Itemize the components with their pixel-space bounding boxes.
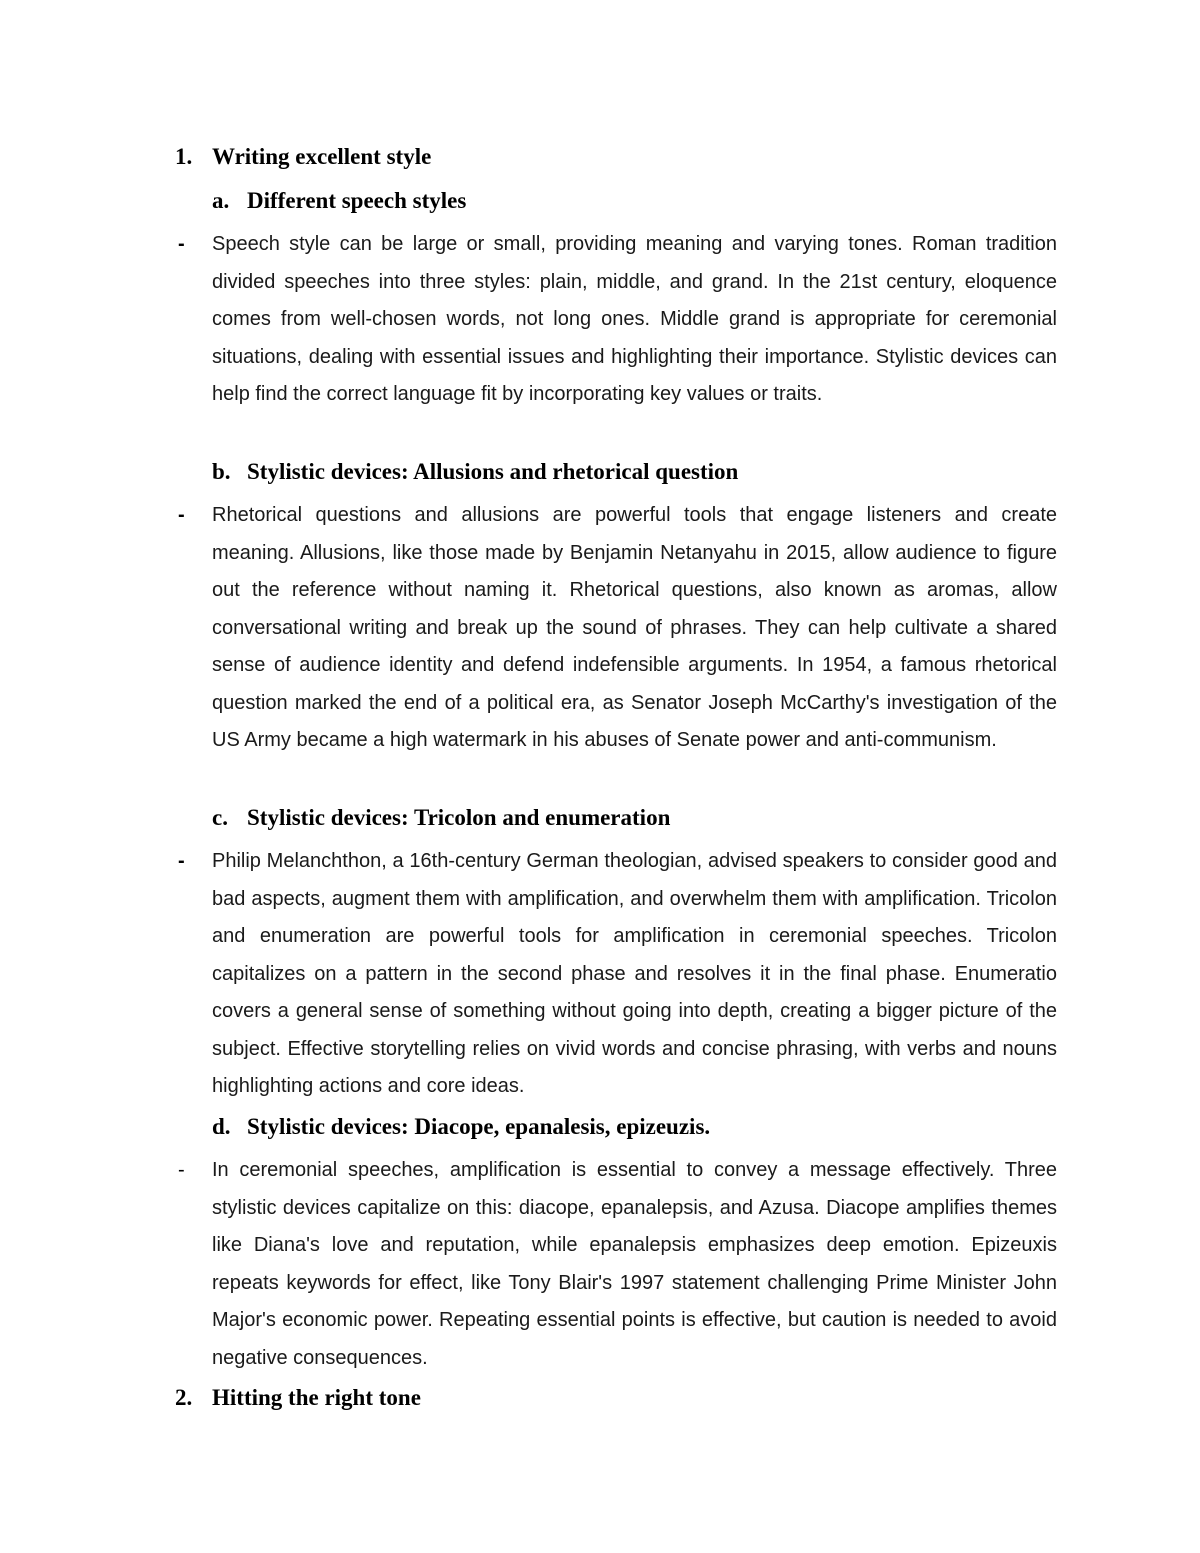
subsection-heading xyxy=(212,457,738,487)
subsection-letter: d. xyxy=(212,1114,231,1139)
paragraph: Philip Melanchthon, a 16th-century German theologian, advised speakers to consider good and bad aspects, augment them with amplification, and overwhelm them with amplification. Tricolon and enumeration are powerful tools for amplification in ceremonial speeches. Tricolon capitalizes on a pattern in the second phase and resolves it in the final phase. Enumeratio covers a general sense of something without going into depth, creating a bigger picture of the subject. Effective storytelling relies on vivid words and concise phrasing, with verbs and nouns highlighting actions and core ideas. xyxy=(212,850,1057,1097)
paragraph: In ceremonial speeches, amplification is essential to convey a message effectively. Three stylistic devices capitalize on this: diacope, epanalepsis, and Azusa. Diacope amplifies themes like Diana's love and reputation, while epanalepsis emphasizes deep emotion. Epizeuxis repeats keywords for effect, like Tony Blair's 1997 statement challenging Prime Minister John Major's economic power. Repeating essential points is effective, but caution is needed to avoid negative consequences. xyxy=(212,1159,1057,1369)
section-title: Writing excellent style xyxy=(212,144,432,169)
section-number: 1. xyxy=(175,144,193,169)
subsection-heading xyxy=(212,1112,710,1142)
subsection-title: Different speech styles xyxy=(247,188,467,213)
subsection-heading xyxy=(212,803,670,833)
paragraph: Rhetorical questions and allusions are powerful tools that engage listeners and create meaning. Allusions, like those made by Benjamin Netanyahu in 2015, allow audience to figure out the reference without naming it. Rhetorical questions, also known as aromas, allow conversational writing and break up the sound of phrases. They can help cultivate a shared sense of audience identity and defend indefensible arguments. In 1954, a famous rhetorical question marked the end of a political era, as Senator Joseph McCarthy's investigation of the US Army became a high watermark in his abuses of Senate power and anti-communism. xyxy=(212,504,1057,751)
subsection-heading xyxy=(212,186,466,216)
bullet-dash: - xyxy=(178,1159,185,1181)
subsection-letter: c. xyxy=(212,805,228,830)
subsection-title: Stylistic devices: Tricolon and enumeration xyxy=(247,805,671,830)
subsection-title: Stylistic devices: Diacope, epanalesis, epizeuzis. xyxy=(247,1114,711,1139)
subsection-letter: b. xyxy=(212,459,231,484)
bullet-dash: - xyxy=(178,504,185,526)
subsection-title: Stylistic devices: Allusions and rhetorical question xyxy=(247,459,739,484)
section-title: Hitting the right tone xyxy=(212,1385,421,1410)
section-number: 2. xyxy=(175,1385,193,1410)
bullet-dash: - xyxy=(178,850,185,872)
section-heading xyxy=(175,1383,421,1413)
bullet-dash: - xyxy=(178,233,185,255)
section-heading xyxy=(175,142,431,172)
paragraph: Speech style can be large or small, providing meaning and varying tones. Roman tradition divided speeches into three styles: plain, middle, and grand. In the 21st century, eloquence comes from well-chosen words, not long ones. Middle grand is appropriate for ceremonial situations, dealing with essential issues and highlighting their importance. Stylistic devices can help find the correct language fit by incorporating key values or traits. xyxy=(212,233,1057,405)
subsection-letter: a. xyxy=(212,188,230,213)
